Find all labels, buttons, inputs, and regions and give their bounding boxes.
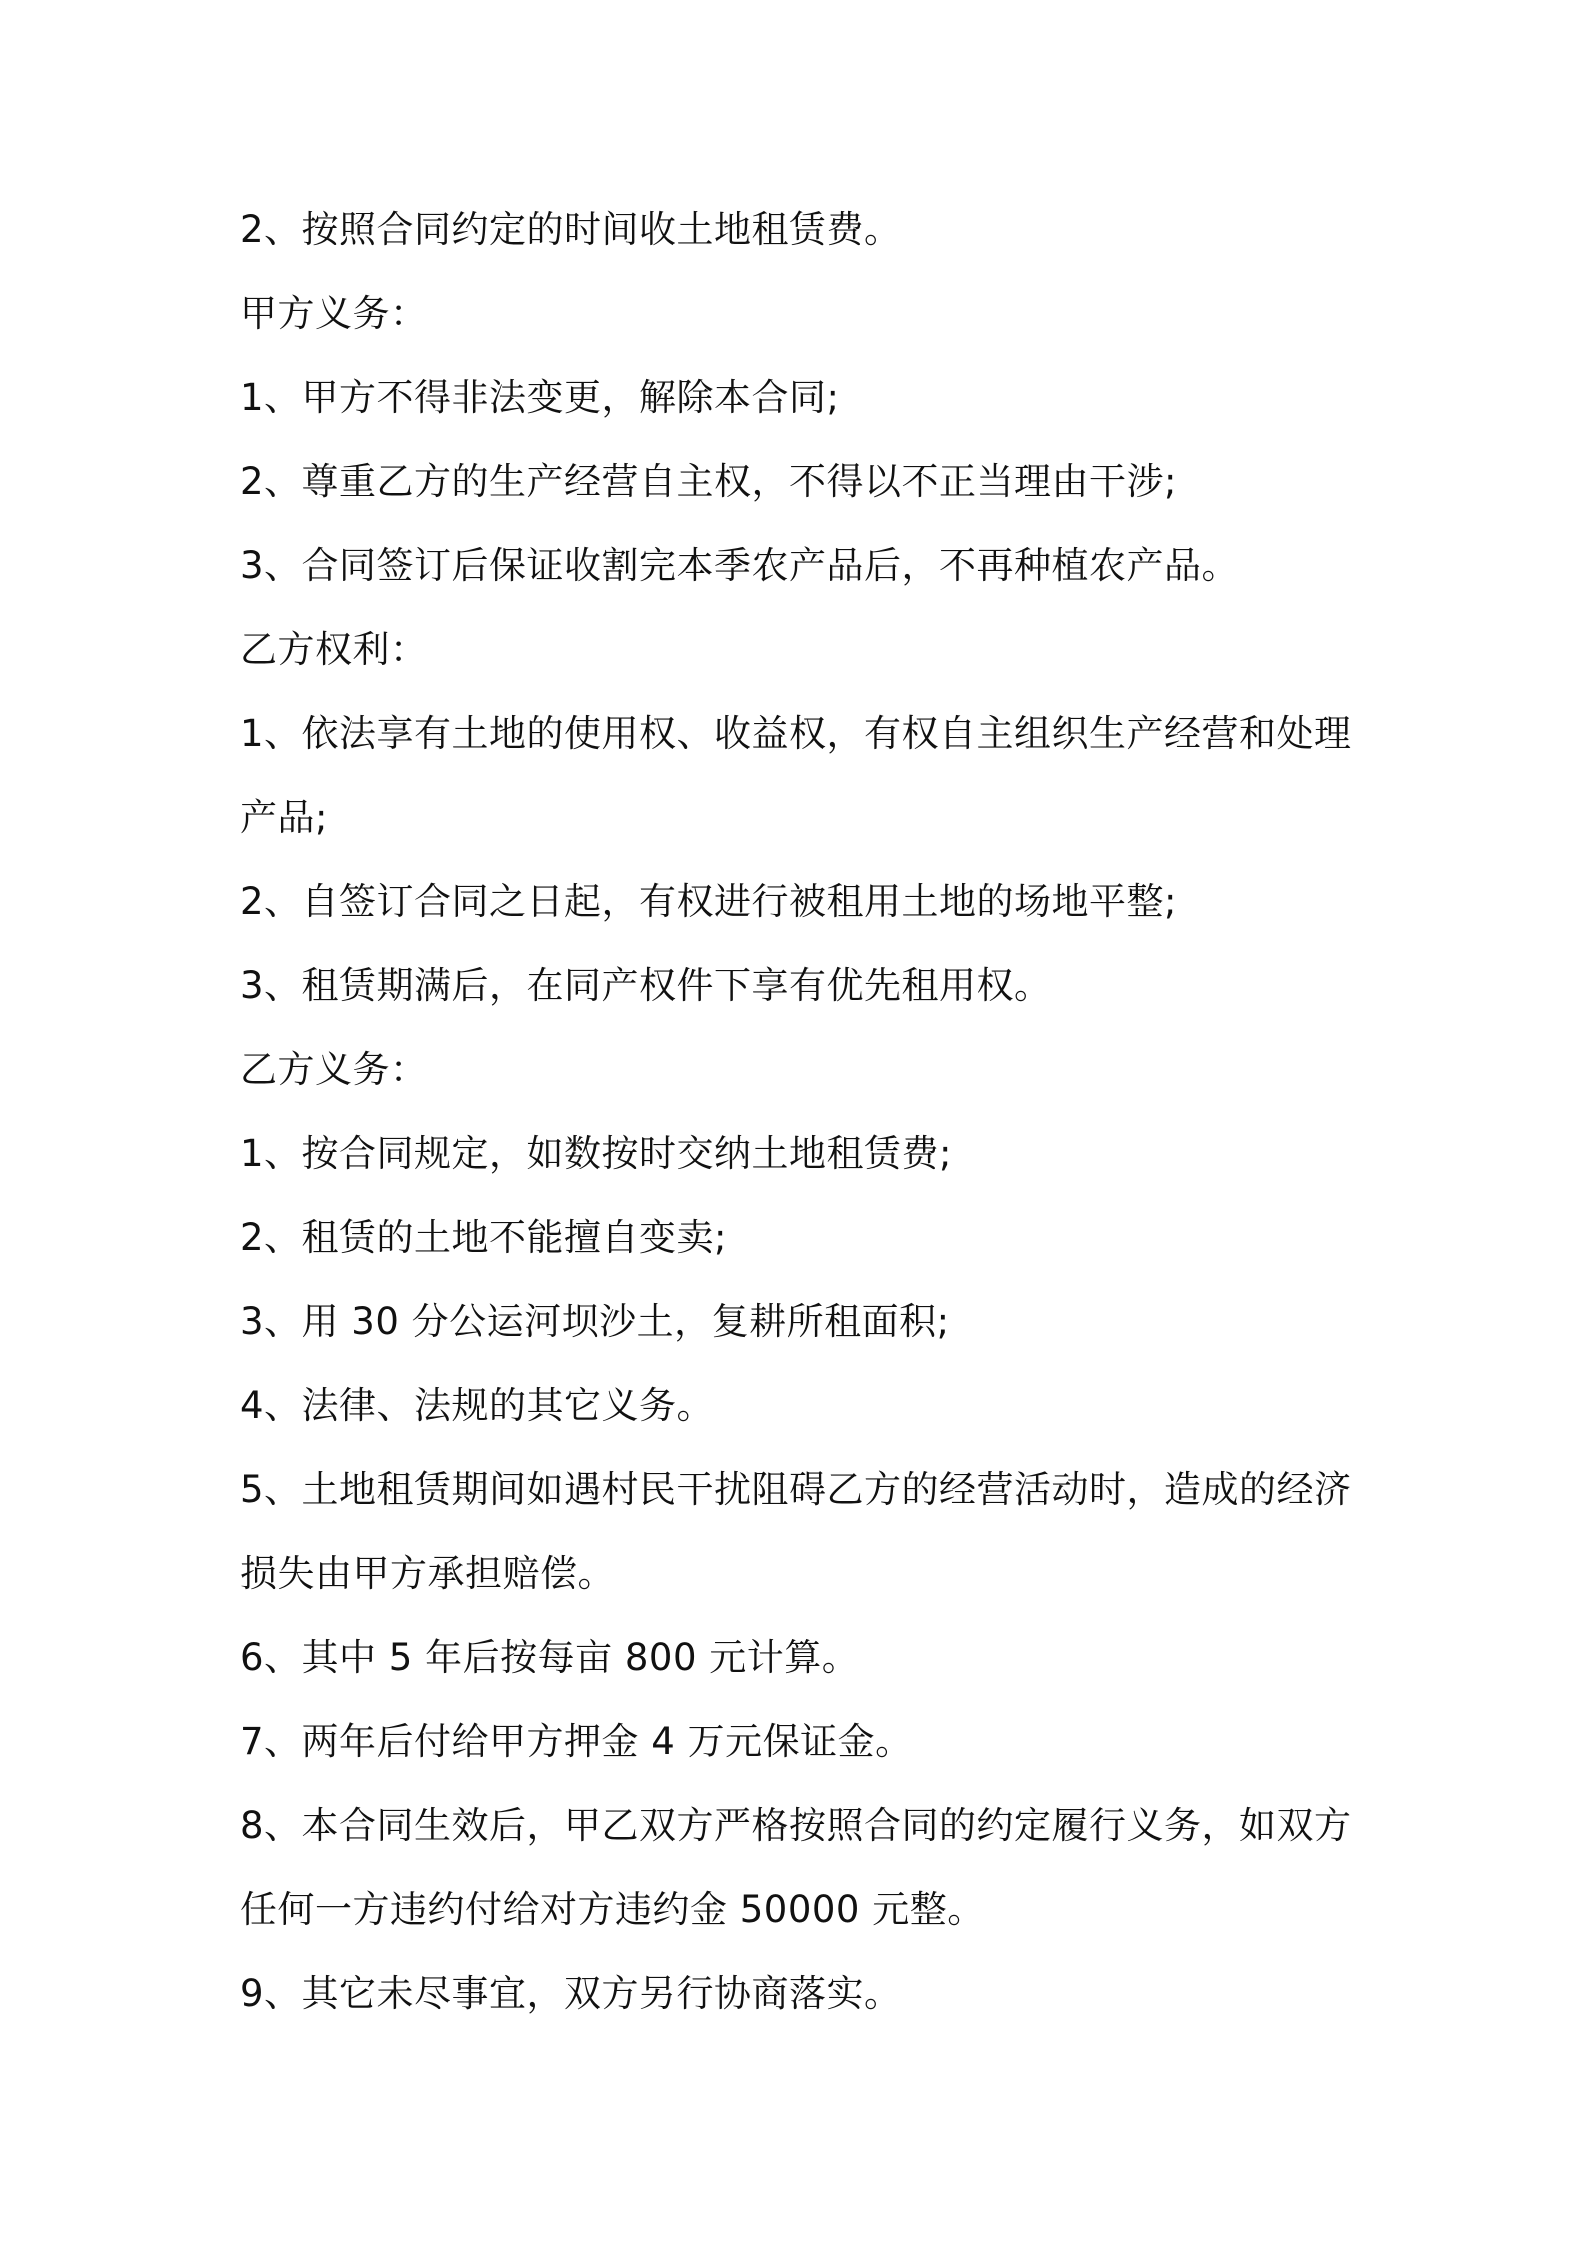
text-line: 任何一方违约付给对方违约金 50000 元整。 xyxy=(240,1888,985,1931)
text-line: 3、用 30 分公运河坝沙土，复耕所租面积; xyxy=(240,1300,950,1343)
text-line: 3、合同签订后保证收割完本季农产品后，不再种植农产品。 xyxy=(240,544,1240,587)
section-heading-party-b-rights: 乙方权利： xyxy=(240,628,428,671)
text-line: 损失由甲方承担赔偿。 xyxy=(240,1552,615,1595)
section-heading-party-a-obligations: 甲方义务： xyxy=(240,292,428,335)
text-line: 2、尊重乙方的生产经营自主权，不得以不正当理由干涉; xyxy=(240,460,1178,503)
text-line: 7、两年后付给甲方押金 4 万元保证金。 xyxy=(240,1720,913,1763)
text-line: 6、其中 5 年后按每亩 800 元计算。 xyxy=(240,1636,860,1679)
text-line: 产品; xyxy=(240,796,328,839)
text-line: 2、自签订合同之日起，有权进行被租用土地的场地平整; xyxy=(240,880,1178,923)
text-line: 2、租赁的土地不能擅自变卖; xyxy=(240,1216,728,1259)
text-line: 9、其它未尽事宜，双方另行协商落实。 xyxy=(240,1972,902,2015)
text-line: 1、甲方不得非法变更，解除本合同; xyxy=(240,376,840,419)
text-line: 2、按照合同约定的时间收土地租赁费。 xyxy=(240,208,902,251)
text-line: 5、土地租赁期间如遇村民干扰阻碍乙方的经营活动时，造成的经济 xyxy=(240,1468,1352,1511)
text-line: 8、本合同生效后，甲乙双方严格按照合同的约定履行义务，如双方 xyxy=(240,1804,1352,1847)
text-line: 1、依法享有土地的使用权、收益权，有权自主组织生产经营和处理 xyxy=(240,712,1352,755)
section-heading-party-b-obligations: 乙方义务： xyxy=(240,1048,428,1091)
text-line: 3、租赁期满后，在同产权件下享有优先租用权。 xyxy=(240,964,1052,1007)
document-page xyxy=(240,188,1360,2036)
text-line: 1、按合同规定，如数按时交纳土地租赁费; xyxy=(240,1132,953,1175)
text-line: 4、法律、法规的其它义务。 xyxy=(240,1384,715,1427)
